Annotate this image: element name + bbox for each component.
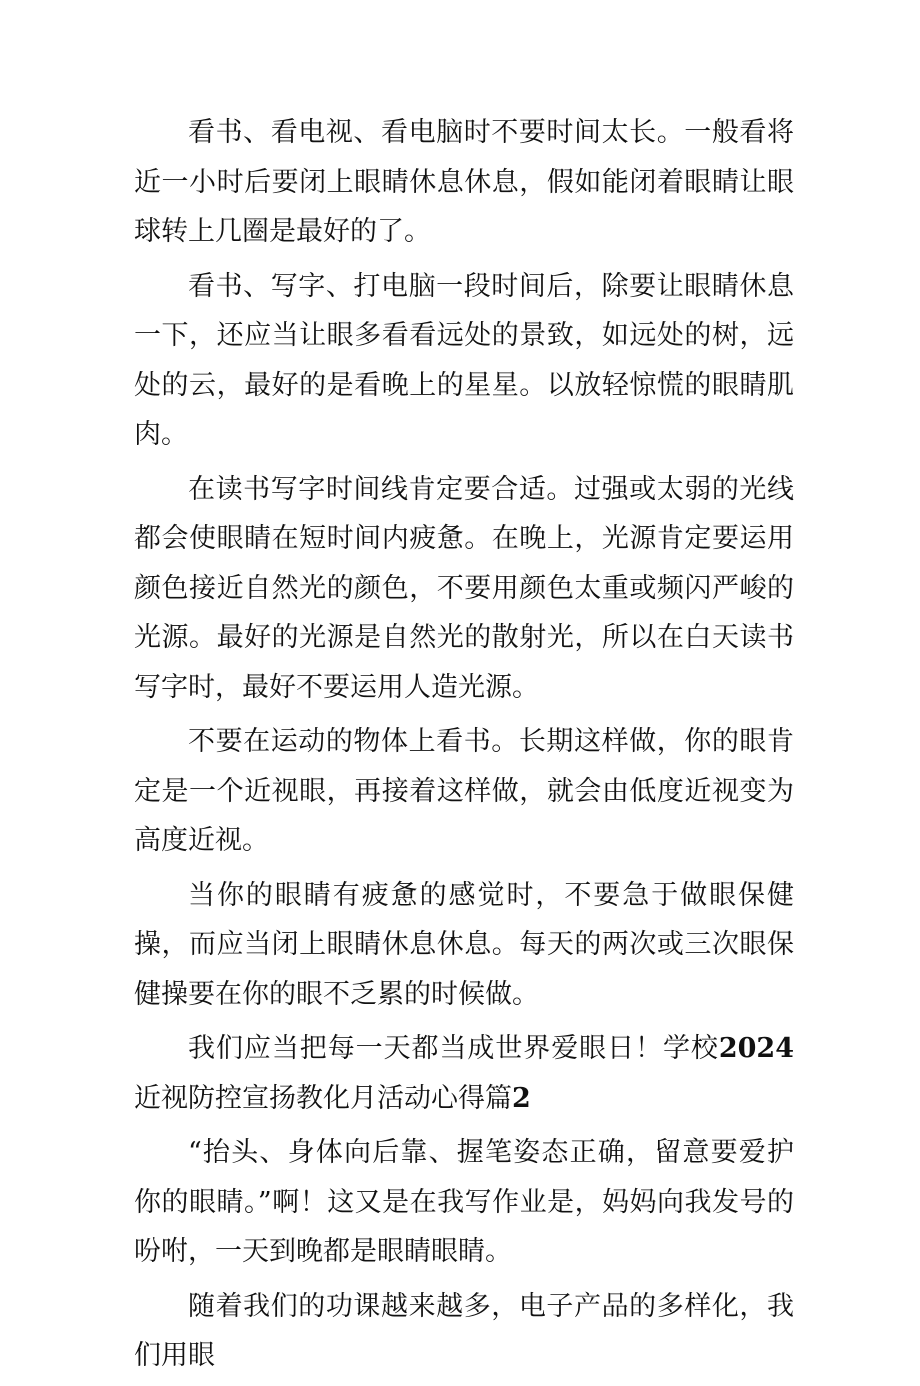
paragraph-7: 随着我们的功课越来越多，电子产品的多样化，我们用眼	[134, 1290, 794, 1371]
heading-text-before: 我们应当把每一天都当成世界爱眼日！学校	[188, 1033, 719, 1064]
document-body	[134, 108, 794, 1386]
heading-year: 2024	[718, 1033, 794, 1064]
paragraph-5: 当你的眼睛有疲惫的感觉时，不要急于做眼保健操，而应当闭上眼睛休息休息。每天的两次或三次眼保健操要在你的眼不乏累的时候做。	[134, 879, 794, 1010]
section-heading	[134, 1024, 794, 1123]
paragraph-4: 不要在运动的物体上看书。长期这样做，你的眼肯定是一个近视眼，再接着这样做，就会由低度近视变为高度近视。	[134, 726, 794, 856]
heading-number: 2	[512, 1082, 531, 1114]
paragraph-2: 看书、写字、打电脑一段时间后，除要让眼睛休息一下，还应当让眼多看看远处的景致，如远处的树，远处的云，最好的是看晚上的星星。以放轻惊慌的眼睛肌肉。	[134, 270, 794, 450]
paragraph-3: 在读书写字时间线肯定要合适。过强或太弱的光线都会使眼睛在短时间内疲惫。在晚上，光源肯定要运用颜色接近自然光的颜色，不要用颜色太重或频闪严峻的光源。最好的光源是自然光的散射光，所以在白天读书写字时，最好不要运用人造光源。	[134, 473, 794, 703]
heading-text-middle: 近视防控宣扬教化月活动心得篇	[134, 1082, 512, 1114]
paragraph-6: “抬头、身体向后靠、握笔姿态正确，留意要爱护你的眼睛。”啊！这又是在我写作业是，妈妈向我发号的吩咐，一天到晚都是眼睛眼睛。	[134, 1137, 794, 1267]
paragraph-1: 看书、看电视、看电脑时不要时间太长。一般看将近一小时后要闭上眼睛休息休息，假如能闭着眼睛让眼球转上几圈是最好的了。	[134, 117, 794, 247]
